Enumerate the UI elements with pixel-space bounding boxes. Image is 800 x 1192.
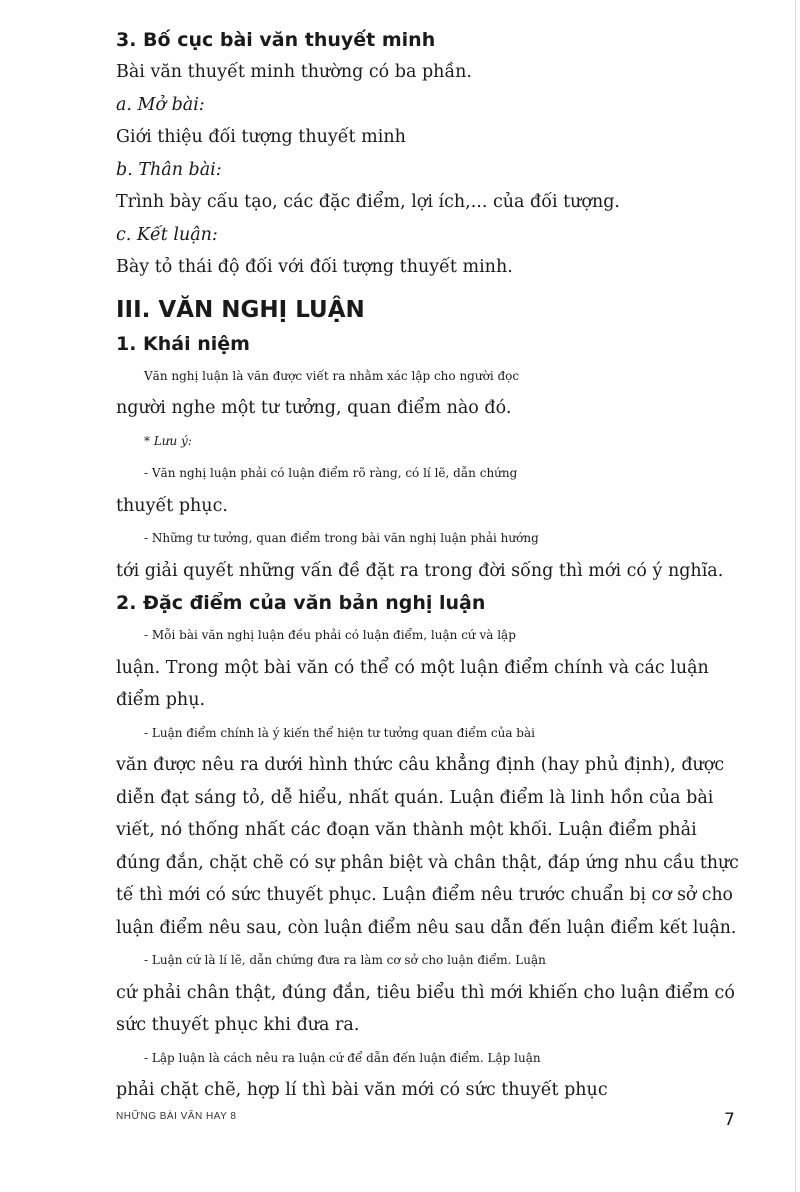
features-paragraph-4 bbox=[116, 1042, 740, 1107]
section-3-heading: 3. Bố cục bài văn thuyết minh bbox=[116, 29, 436, 51]
text-line: tế thì mới có sức thuyết phục. Luận điểm nêu trước chuẩn bị cơ sở cho bbox=[116, 885, 733, 905]
text-line: - Mỗi bài văn nghị luận đều phải có luận điểm, luận cứ và lập bbox=[144, 628, 516, 642]
text-line: đúng đắn, chặt chẽ có sự phân biệt và chân thật, đáp ứng nhu cầu thực bbox=[116, 852, 739, 873]
note-label-para bbox=[116, 425, 740, 458]
text-line: sức thuyết phục khi đưa ra. bbox=[116, 1015, 360, 1035]
part-a bbox=[116, 89, 740, 154]
running-footer-title: NHỮNG BÀI VĂN HAY 8 bbox=[116, 1111, 237, 1122]
features-paragraph-3 bbox=[116, 944, 740, 1042]
text-line: tới giải quyết những vấn đề đặt ra trong đời sống thì mới có ý nghĩa. bbox=[116, 560, 724, 581]
text-line: Văn nghị luận là văn được viết ra nhằm xác lập cho người đọc bbox=[144, 368, 520, 383]
text-line: - Những tư tưởng, quan điểm trong bài văn nghị luận phải hướng bbox=[144, 531, 539, 545]
page-edge-line bbox=[795, 0, 796, 1192]
features-paragraph-2 bbox=[116, 717, 740, 945]
part-c-text: Bày tỏ thái độ đối với đối tượng thuyết minh. bbox=[116, 257, 513, 277]
concept-heading: 1. Khái niệm bbox=[116, 332, 250, 355]
part-a-text: Giới thiệu đối tượng thuyết minh bbox=[116, 127, 406, 147]
text-line: người nghe một tư tưởng, quan điểm nào đó. bbox=[116, 398, 512, 418]
text-line: diễn đạt sáng tỏ, dễ hiểu, nhất quán. Luận điểm là linh hồn của bài bbox=[116, 787, 714, 808]
text-line: - Luận cứ là lí lẽ, dẫn chứng đưa ra làm cơ sở cho luận điểm. Luận bbox=[144, 953, 546, 967]
part-b bbox=[116, 154, 740, 219]
text-line: văn được nêu ra dưới hình thức câu khẳng định (hay phủ định), được bbox=[116, 755, 725, 775]
part-a-label: a. Mở bài: bbox=[116, 94, 205, 115]
text-line: - Luận điểm chính là ý kiến thể hiện tư tưởng quan điểm của bài bbox=[144, 725, 535, 740]
note-1 bbox=[116, 457, 740, 522]
text-line: phải chặt chẽ, hợp lí thì bài văn mới có sức thuyết phục bbox=[116, 1080, 608, 1100]
text-line: - Văn nghị luận phải có luận điểm rõ ràng, có lí lẽ, dẫn chứng bbox=[144, 466, 518, 480]
concept-definition bbox=[116, 360, 740, 425]
page-number: 7 bbox=[724, 1110, 735, 1130]
note-label: * Lưu ý: bbox=[144, 433, 192, 448]
section-3-intro bbox=[116, 56, 740, 89]
text-line: Bài văn thuyết minh thường có ba phần. bbox=[116, 62, 472, 82]
text-line: thuyết phục. bbox=[116, 495, 228, 516]
text-line: viết, nó thống nhất các đoạn văn thành một khối. Luận điểm phải bbox=[116, 820, 697, 840]
page-content bbox=[116, 24, 740, 1107]
text-line: luận điểm nêu sau, còn luận điểm nêu sau dẫn đến luận điểm kết luận. bbox=[116, 917, 737, 938]
part-c-label: c. Kết luận: bbox=[116, 224, 218, 245]
text-line: - Lập luận là cách nêu ra luận cứ để dẫn đến luận điểm. Lập luận bbox=[144, 1050, 541, 1065]
text-line: luận. Trong một bài văn có thể có một luận điểm chính và các luận bbox=[116, 657, 709, 678]
part-b-text: Trình bày cấu tạo, các đặc điểm, lợi ích,... của đối tượng. bbox=[116, 192, 620, 212]
text-line: điểm phụ. bbox=[116, 690, 206, 710]
part-b-label: b. Thân bài: bbox=[116, 159, 222, 180]
text-line: cứ phải chân thật, đúng đắn, tiêu biểu thì mới khiến cho luận điểm có bbox=[116, 982, 735, 1003]
part-3-heading: III. VĂN NGHỊ LUẬN bbox=[116, 296, 365, 323]
features-heading: 2. Đặc điểm của văn bản nghị luận bbox=[116, 592, 486, 614]
note-2 bbox=[116, 522, 740, 587]
part-c bbox=[116, 219, 740, 284]
features-paragraph-1 bbox=[116, 619, 740, 717]
